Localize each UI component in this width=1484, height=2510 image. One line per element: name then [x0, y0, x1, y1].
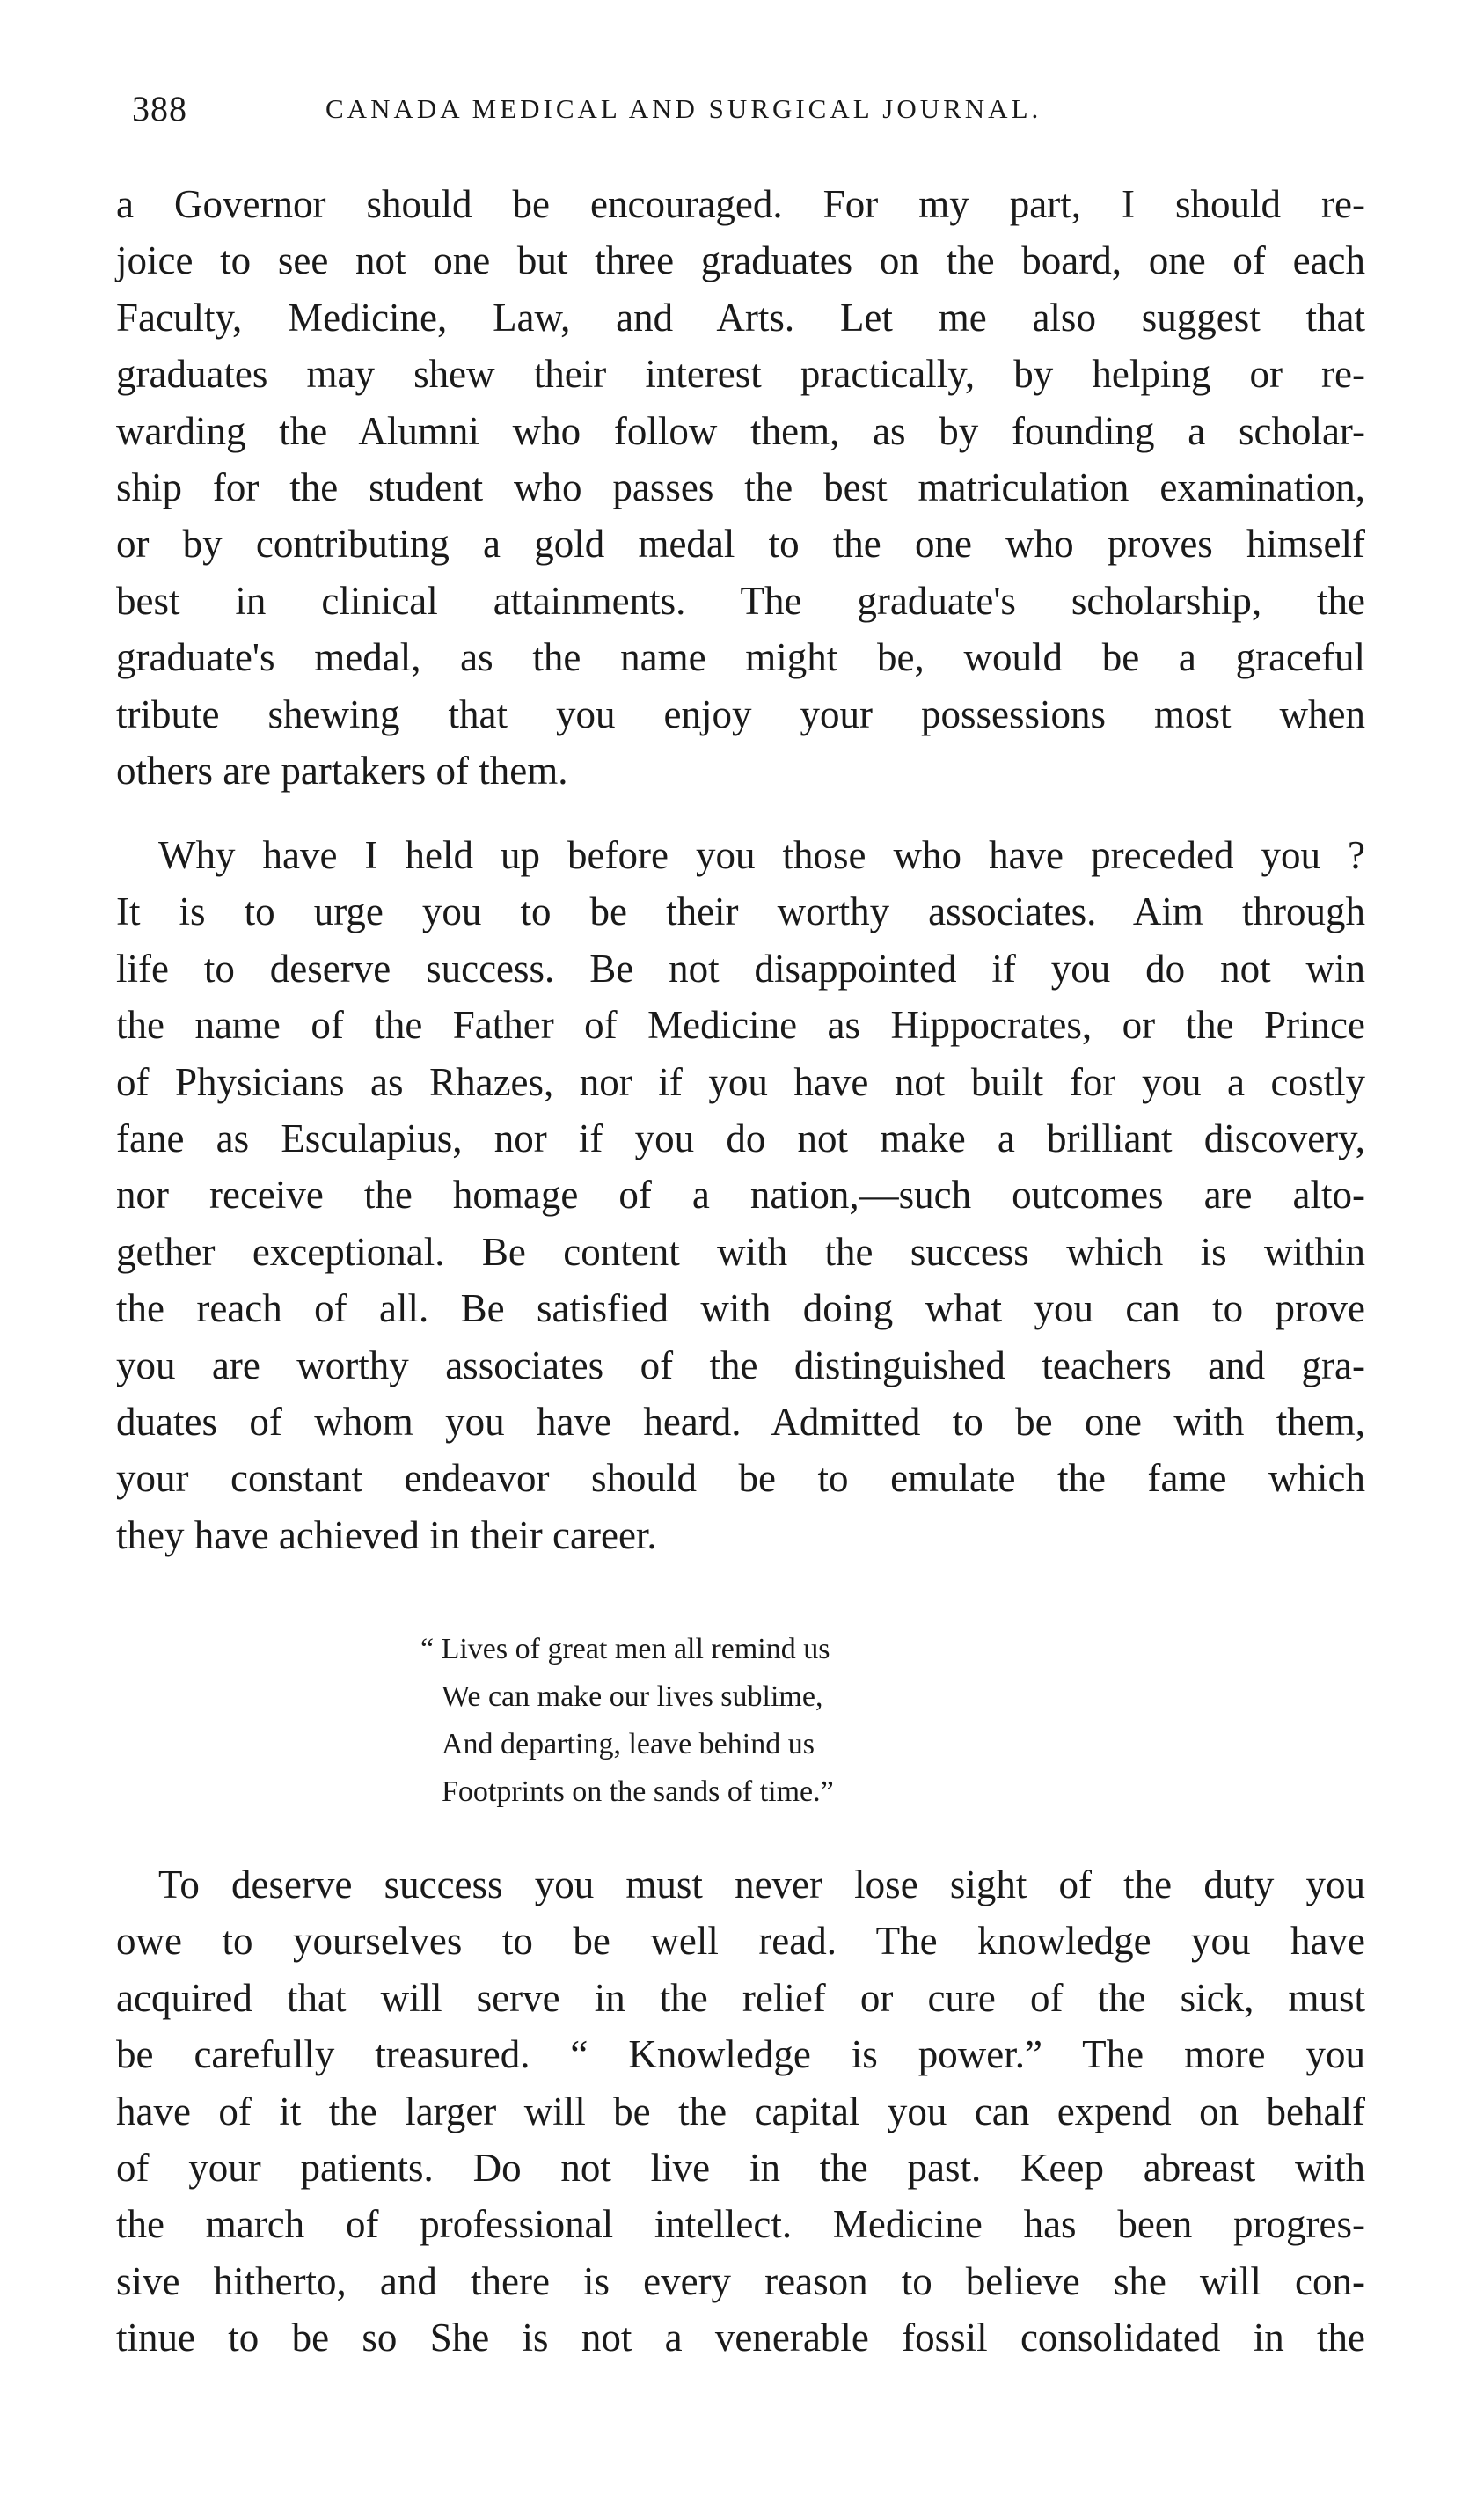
- poem-line: We can make our lives sublime,: [442, 1680, 823, 1713]
- page-number: 388: [132, 89, 187, 128]
- text-line: joice to see not one but three graduates on the board, one of each: [116, 238, 1365, 283]
- poem-line: “ Lives of great men all remind us: [420, 1633, 830, 1665]
- paragraph-1: [116, 176, 1365, 799]
- text-line: be carefully treasured. “ Knowledge is power.” The more you: [116, 2032, 1365, 2077]
- paragraph-2: [116, 827, 1365, 1563]
- text-line: duates of whom you have heard. Admitted to be one with them,: [116, 1400, 1365, 1445]
- text-line: tinue to be so She is not a venerable fossil consolidated in the: [116, 2316, 1365, 2360]
- poem-line: And departing, leave behind us: [442, 1728, 815, 1760]
- paragraph-3: [116, 1856, 1365, 2367]
- text-line: have of it the larger will be the capital you can expend on behalf: [116, 2089, 1365, 2133]
- text-line: of Physicians as Rhazes, nor if you have not built for you a costly: [116, 1059, 1365, 1104]
- text-line: Faculty, Medicine, Law, and Arts. Let me also suggest that: [116, 295, 1365, 340]
- text-line: warding the Alumni who follow them, as by founding a scholar-: [116, 408, 1365, 453]
- text-line: a Governor should be encouraged. For my part, I should re-: [116, 182, 1365, 226]
- text-line: gether exceptional. Be content with the success which is within: [116, 1229, 1365, 1274]
- text-line: they have achieved in their career.: [116, 1512, 657, 1557]
- text-line: sive hitherto, and there is every reason to believe she will con-: [116, 2258, 1365, 2303]
- text-line: graduates may shew their interest practically, by helping or re-: [116, 352, 1365, 397]
- text-line: or by contributing a gold medal to the one who proves himself: [116, 522, 1365, 567]
- text-line: the reach of all. Be satisfied with doing what you can to prove: [116, 1286, 1365, 1331]
- text-line: best in clinical attainments. The graduate's scholarship, the: [116, 578, 1365, 623]
- text-line: acquired that will serve in the relief or cure of the sick, must: [116, 1975, 1365, 2020]
- text-line: others are partakers of them.: [116, 749, 568, 794]
- text-line: life to deserve success. Be not disappointed if you do not win: [116, 946, 1365, 991]
- text-line: fane as Esculapius, nor if you do not make a brilliant discovery,: [116, 1116, 1365, 1161]
- text-line: tribute shewing that you enjoy your possessions most when: [116, 692, 1365, 736]
- text-line: nor receive the homage of a nation,—such outcomes are alto-: [116, 1173, 1365, 1218]
- text-line: To deserve success you must never lose sight of the duty you: [158, 1862, 1365, 1906]
- poem-quotation: [420, 1626, 834, 1816]
- text-line: owe to yourselves to be well read. The knowledge you have: [116, 1919, 1365, 1964]
- running-title: CANADA MEDICAL AND SURGICAL JOURNAL.: [325, 93, 1042, 124]
- page-header: [132, 88, 1363, 141]
- text-line: It is to urge you to be their worthy associates. Aim through: [116, 889, 1365, 934]
- text-line: of your patients. Do not live in the past. Keep abreast with: [116, 2146, 1365, 2191]
- text-line: ship for the student who passes the best matriculation examination,: [116, 465, 1365, 510]
- poem-line: Footprints on the sands of time.”: [442, 1775, 834, 1808]
- text-line: Why have I held up before you those who have preceded you ?: [158, 833, 1365, 877]
- text-line: the march of professional intellect. Medicine has been progres-: [116, 2202, 1365, 2247]
- text-line: the name of the Father of Medicine as Hippocrates, or the Prince: [116, 1003, 1365, 1048]
- text-line: your constant endeavor should be to emulate the fame which: [116, 1456, 1365, 1501]
- text-line: graduate's medal, as the name might be, would be a graceful: [116, 635, 1365, 680]
- text-line: you are worthy associates of the distinguished teachers and gra-: [116, 1343, 1365, 1387]
